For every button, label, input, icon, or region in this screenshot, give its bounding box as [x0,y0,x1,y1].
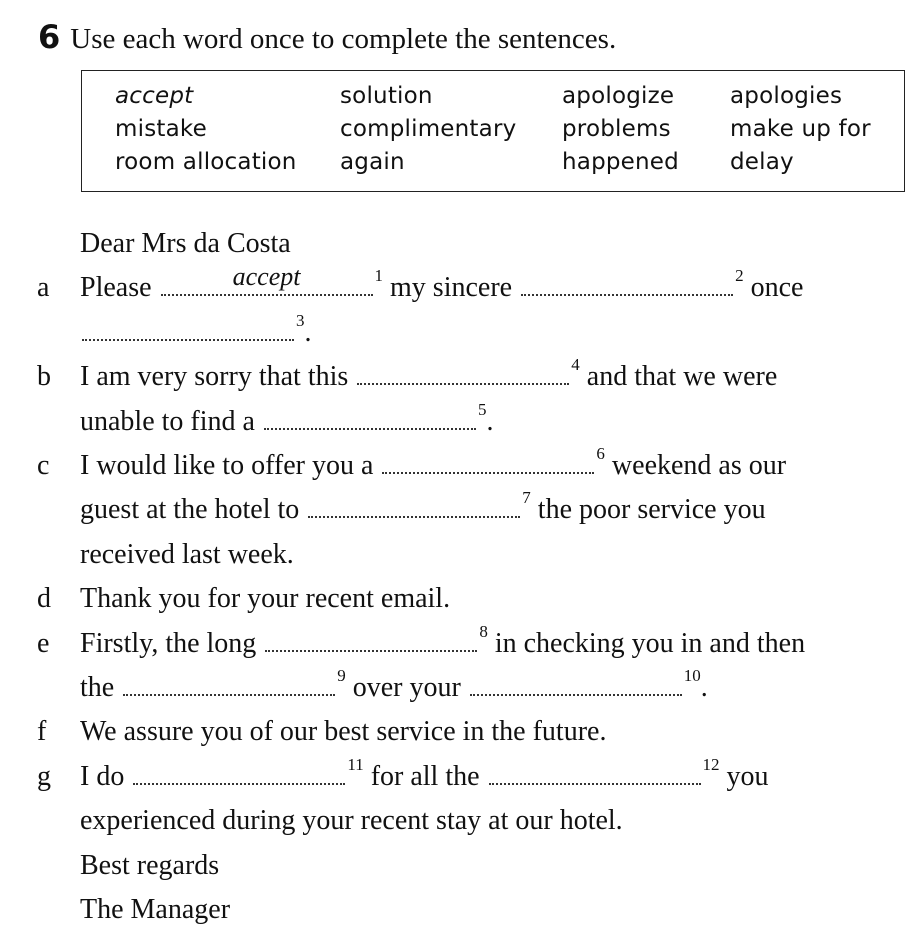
text-segment: . [304,316,312,348]
answer-blank[interactable] [308,494,520,518]
word-box-item: mistake [115,116,207,142]
sentence-letter: g [37,760,51,792]
word-box-item: apologize [562,83,675,109]
word-box-item: make up for [730,116,871,142]
blank-number: 12 [702,754,720,774]
sentence-text [80,444,787,482]
text-segment: Best regards [80,849,220,881]
sentence-text [80,754,769,793]
sentence-letter: c [37,450,50,481]
blank-number: 3 [296,310,305,330]
text-segment: weekend as our [604,450,787,481]
word-box-item: delay [730,149,794,175]
sentence-text [80,355,778,393]
text-segment: the poor service you [530,494,766,526]
sentence-letter: b [37,361,51,393]
word-box-item: problems [562,116,671,142]
sentence-text [80,583,450,615]
answer-blank[interactable] [357,361,569,385]
sentence-text [80,539,294,571]
answer-blank[interactable] [265,628,477,652]
sentence-text [80,805,623,837]
answer-blank[interactable] [489,761,701,785]
text-segment: I am very sorry that this [80,361,356,393]
word-box-item: accept [115,83,194,109]
exercise-number: 6 [38,18,61,56]
answer-blank[interactable] [382,450,594,474]
text-segment: I do [80,760,132,792]
text-segment: over your [345,672,468,703]
word-box [81,70,905,192]
text-segment: guest at the hotel to [80,494,307,526]
sentence-text [80,310,312,349]
sentence-text [80,488,766,526]
blank-number: 5 [477,399,487,419]
blank-number: 11 [347,754,364,774]
text-segment: experienced during your recent stay at our hotel. [80,805,623,837]
text-segment: for all the [363,760,487,792]
sentence-text [80,621,806,660]
text-segment: once [743,272,804,304]
answer-blank[interactable] [161,262,373,296]
blank-number: 10 [683,666,701,685]
sentence-text [80,228,291,260]
sentence-text [80,894,230,926]
text-segment: Please [80,272,159,304]
sentence-text [80,399,494,438]
blank-number: 9 [337,666,346,685]
blank-number: 4 [571,355,580,375]
text-segment: Thank you for your recent email. [80,583,451,615]
text-segment: . [486,405,494,437]
exercise-heading [38,18,616,56]
word-box-item: happened [562,149,679,175]
blank-number: 2 [735,266,744,286]
blank-number: 1 [374,266,384,286]
blank-number: 8 [479,621,488,641]
answer-blank[interactable] [521,272,733,296]
answer-blank[interactable] [470,672,682,696]
text-segment: the [80,672,122,703]
sentence-letter: e [37,627,50,659]
text-segment: The Manager [80,894,231,925]
text-segment: received last week. [80,538,294,570]
answer-blank[interactable] [123,672,335,696]
text-segment: in checking you in and then [487,627,806,659]
word-box-item: apologies [730,83,843,109]
blank-number: 6 [596,444,605,463]
text-segment: I would like to offer you a [80,450,381,481]
text-segment: and that we were [579,361,778,393]
sentence-text [80,666,708,704]
word-box-item: room allocation [115,149,297,175]
word-box-item: complimentary [340,116,517,142]
sentence-text [80,716,606,748]
answer-blank[interactable] [133,761,345,785]
word-box-item: again [340,149,405,175]
text-segment: unable to find a [80,405,262,437]
example-answer: accept [232,262,301,292]
answer-blank[interactable] [82,317,294,341]
sentence-letter: a [37,272,50,304]
answer-blank[interactable] [264,406,476,430]
text-segment: you [719,760,769,792]
text-segment: We assure you of our best service in the future. [80,716,607,748]
blank-number: 7 [522,488,531,508]
sentence-letter: f [37,716,47,748]
text-segment: Firstly, the long [80,627,264,659]
text-segment: . [700,672,708,703]
exercise-instruction: Use each word once to complete the sentences. [70,23,617,55]
text-segment: Dear Mrs da Costa [80,228,291,259]
sentence-text [80,262,804,304]
sentence-text [80,850,219,882]
text-segment: my sincere [383,272,520,304]
sentence-letter: d [37,583,51,615]
word-box-item: solution [340,83,433,109]
